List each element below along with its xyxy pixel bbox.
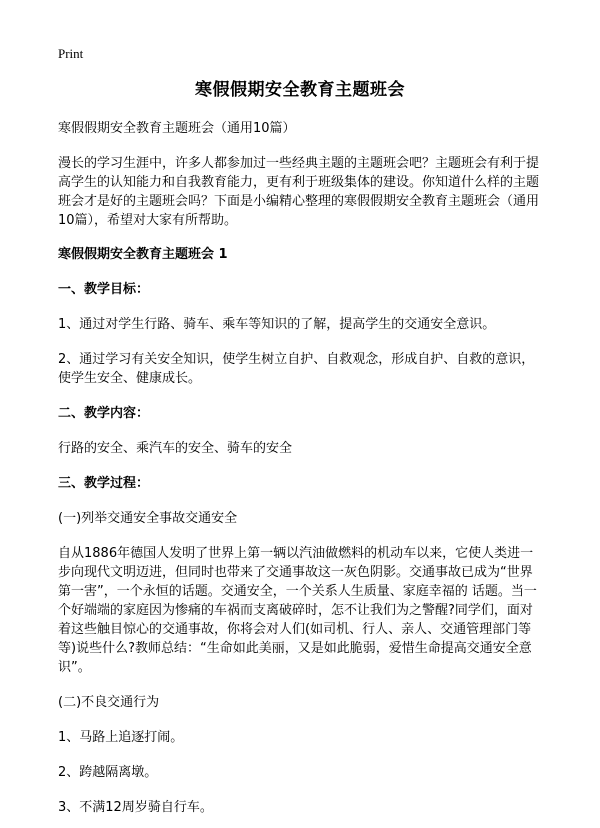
- goal-item: 1、通过对学生行路、骑车、乘车等知识的了解，提高学生的交通安全意识。: [58, 317, 496, 332]
- intro-paragraph: 漫长的学习生涯中，许多人都参加过一些经典主题的主题班会吧？主题班会有利于提高学生的认知能力和自我教育能力，更有利于班级集体的建设。你知道什么样的主题班会才是好的主题班会吗？下面是小编精心整理的寒假假期安全教育主题班会（通用10篇），希望对大家有所帮助。: [58, 156, 540, 228]
- content-heading: 二、教学内容：: [58, 406, 150, 421]
- goal-item: 2、通过学习有关安全知识，使学生树立自护、自救观念，形成自护、自救的意识，使学生安全、健康成长。: [58, 352, 535, 386]
- process-subheading: (二)不良交通行为: [58, 695, 160, 710]
- page-title: 寒假假期安全教育主题班会: [195, 80, 405, 100]
- list-item: 3、不满12周岁骑自行车。: [58, 800, 213, 815]
- goals-heading: 一、教学目标：: [58, 282, 150, 297]
- process-subheading: (一)列举交通安全事故交通安全: [58, 511, 238, 526]
- list-item: 1、马路上追逐打闹。: [58, 730, 184, 745]
- process-heading: 三、教学过程：: [58, 476, 150, 491]
- content-text: 行路的安全、乘汽车的安全、骑车的安全: [58, 441, 293, 456]
- process-paragraph: 自从1886年德国人发明了世界上第一辆以汽油做燃料的机动车以来，它使人类进一步向现代文明迈进，但同时也带来了交通事故这一灰色阴影。交通事故已成为“世界第一害”，一个永恒的话题。交通安全，一个关系人生质量、家庭幸福的 话题。当一个好端端的家庭因为惨痛的车祸而支离破碎时，怎不让我们为之警醒?同学们，面对着这些触目惊心的交通事故，你将会对人们(如司机、行人、亲人、交通管理部门等等)说些什么?教师总结：“生命如此美丽，又是如此脆弱，爱惜生命提高交通安全意识”。: [58, 546, 537, 675]
- list-item: 2、跨越隔离墩。: [58, 765, 158, 780]
- print-link[interactable]: Print: [58, 46, 84, 61]
- section-heading: 寒假假期安全教育主题班会 1: [58, 247, 228, 262]
- document-subtitle: 寒假假期安全教育主题班会（通用10篇）: [58, 121, 296, 136]
